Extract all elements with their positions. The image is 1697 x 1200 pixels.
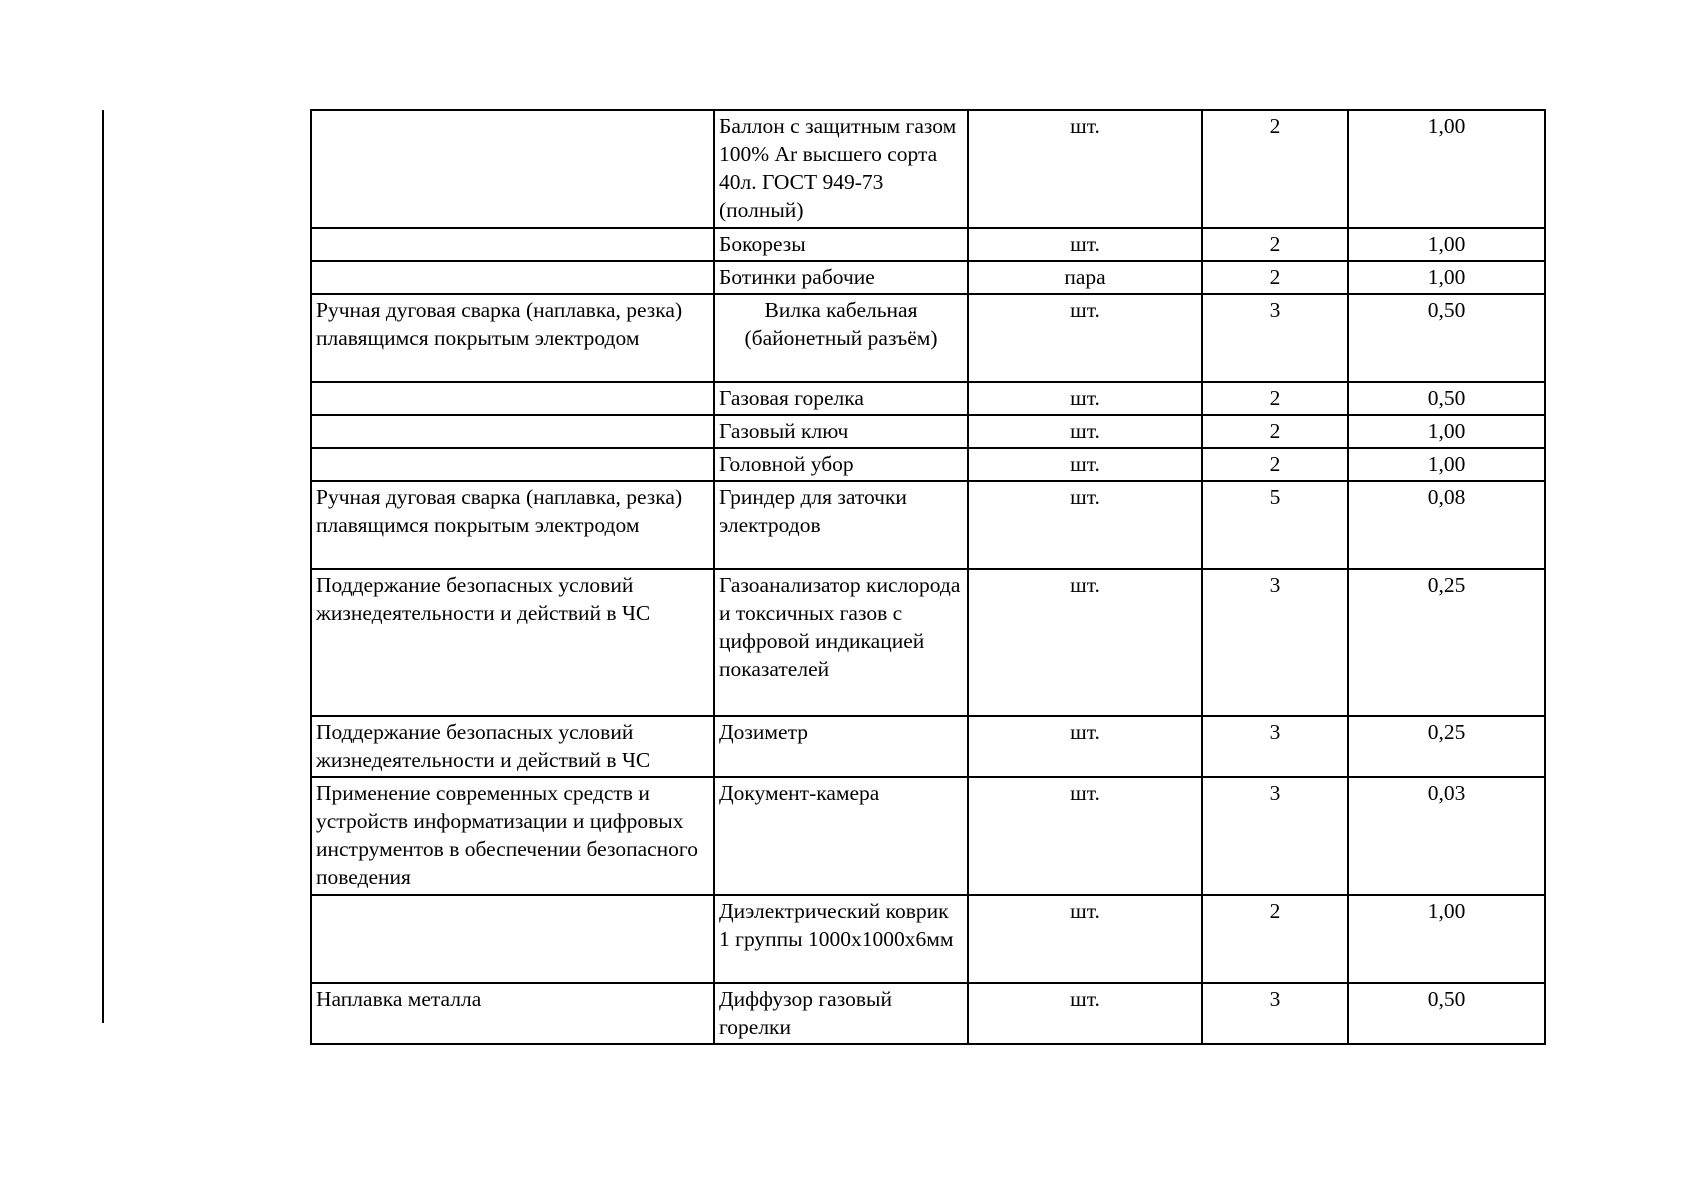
area-cell: Поддержание безопасных условий жизнедеятельности и действий в ЧС [311,569,714,716]
unit-cell: шт. [968,569,1202,716]
area-cell: Наплавка металла [311,983,714,1044]
item-name-cell: Диффузор газовый горелки [714,983,968,1044]
unit-cell: шт. [968,415,1202,448]
table-row [311,569,1545,716]
area-cell [311,110,714,228]
quantity-cell: 2 [1202,228,1348,261]
table-row [311,895,1545,983]
unit-cell: шт. [968,895,1202,983]
quantity-cell: 3 [1202,716,1348,777]
unit-cell: шт. [968,716,1202,777]
quantity-cell: 2 [1202,415,1348,448]
coefficient-cell: 1,00 [1348,228,1545,261]
unit-cell: шт. [968,481,1202,569]
unit-cell: шт. [968,448,1202,481]
coefficient-cell: 1,00 [1348,261,1545,294]
item-name-cell: Вилка кабельная (байонетный разъём) [714,294,968,382]
table-row [311,294,1545,382]
table-row [311,415,1545,448]
unit-cell: шт. [968,382,1202,415]
quantity-cell: 3 [1202,294,1348,382]
item-name-cell: Дозиметр [714,716,968,777]
coefficient-cell: 0,50 [1348,294,1545,382]
table-row [311,481,1545,569]
unit-cell: пара [968,261,1202,294]
coefficient-cell: 0,50 [1348,382,1545,415]
item-name-cell: Ботинки рабочие [714,261,968,294]
coefficient-cell: 0,03 [1348,777,1545,895]
unit-cell: шт. [968,777,1202,895]
item-name-cell: Баллон с защитным газом 100% Ar высшего сорта 40л. ГОСТ 949-73 (полный) [714,110,968,228]
quantity-cell: 2 [1202,110,1348,228]
table-row [311,448,1545,481]
table-row [311,777,1545,895]
quantity-cell: 2 [1202,382,1348,415]
area-cell [311,415,714,448]
area-cell [311,895,714,983]
item-name-cell: Газовый ключ [714,415,968,448]
unit-cell: шт. [968,110,1202,228]
quantity-cell: 3 [1202,777,1348,895]
item-name-cell: Диэлектрический коврик 1 группы 1000х1000х6мм [714,895,968,983]
area-cell: Применение современных средств и устройств информатизации и цифровых инструментов в обеспечении безопасного поведения [311,777,714,895]
coefficient-cell: 0,25 [1348,569,1545,716]
table-row [311,261,1545,294]
area-cell: Ручная дуговая сварка (наплавка, резка) плавящимся покрытым электродом [311,481,714,569]
item-name-cell: Головной убор [714,448,968,481]
quantity-cell: 3 [1202,983,1348,1044]
coefficient-cell: 1,00 [1348,415,1545,448]
item-name-cell: Бокорезы [714,228,968,261]
quantity-cell: 2 [1202,261,1348,294]
coefficient-cell: 1,00 [1348,448,1545,481]
area-cell [311,261,714,294]
area-cell: Ручная дуговая сварка (наплавка, резка) плавящимся покрытым электродом [311,294,714,382]
unit-cell: шт. [968,228,1202,261]
item-name-cell: Газоанализатор кислорода и токсичных газов с цифровой индикацией показателей [714,569,968,716]
quantity-cell: 5 [1202,481,1348,569]
equipment-table [310,109,1546,1045]
coefficient-cell: 0,25 [1348,716,1545,777]
area-cell [311,382,714,415]
unit-cell: шт. [968,294,1202,382]
item-name-cell: Документ-камера [714,777,968,895]
area-cell [311,448,714,481]
table-row [311,382,1545,415]
area-cell [311,228,714,261]
area-cell: Поддержание безопасных условий жизнедеятельности и действий в ЧС [311,716,714,777]
table-row [311,228,1545,261]
table-row [311,716,1545,777]
item-name-cell: Гриндер для заточки электродов [714,481,968,569]
quantity-cell: 2 [1202,895,1348,983]
page-margin-line [102,110,104,1023]
coefficient-cell: 0,08 [1348,481,1545,569]
table-row [311,110,1545,228]
item-name-cell: Газовая горелка [714,382,968,415]
quantity-cell: 3 [1202,569,1348,716]
quantity-cell: 2 [1202,448,1348,481]
table-row [311,983,1545,1044]
coefficient-cell: 1,00 [1348,110,1545,228]
unit-cell: шт. [968,983,1202,1044]
coefficient-cell: 1,00 [1348,895,1545,983]
coefficient-cell: 0,50 [1348,983,1545,1044]
